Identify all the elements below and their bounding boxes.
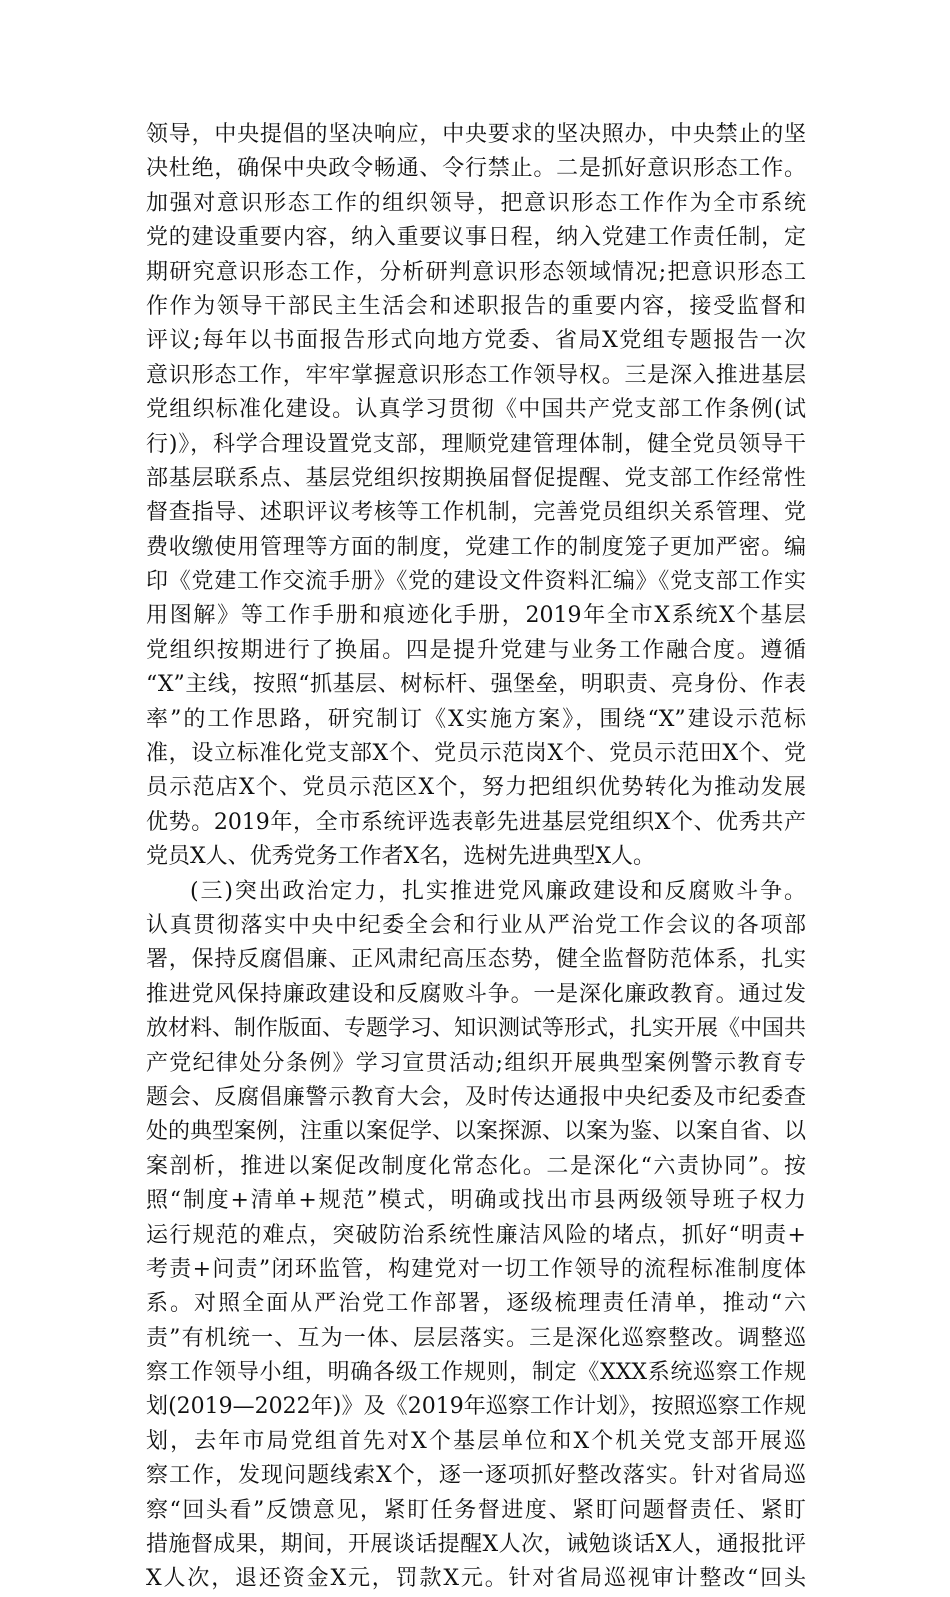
text-line: 准，设立标准化党支部X个、党员示范岗X个、党员示范田X个、党 bbox=[146, 741, 806, 767]
text-line: 考责+问责”闭环监管，构建党对一切工作领导的流程标准制度体 bbox=[146, 1256, 806, 1282]
text-line: 行)》，科学合理设置党支部，理顺党建管理体制，健全党员领导干 bbox=[146, 431, 806, 457]
text-line: 期研究意识形态工作，分析研判意识形态领域情况;把意识形态工 bbox=[146, 259, 806, 285]
text-line: 率”的工作思路，研究制订《X实施方案》，围绕“X”建设示范标 bbox=[146, 706, 806, 732]
text-line: 费收缴使用管理等方面的制度，党建工作的制度笼子更加严密。编 bbox=[146, 534, 806, 560]
text-line: 察工作，发现问题线索X个，逐一逐项抓好整改落实。针对省局巡 bbox=[146, 1463, 806, 1489]
text-line: 加强对意识形态工作的组织领导，把意识形态工作作为全市系统 bbox=[146, 190, 806, 216]
text-line: 作作为领导干部民主生活会和述职报告的重要内容，接受监督和 bbox=[146, 293, 806, 319]
text-line: 察“回头看”反馈意见，紧盯任务督进度、紧盯问题督责任、紧盯 bbox=[146, 1497, 806, 1523]
text-line: 处的典型案例，注重以案促学、以案探源、以案为鉴、以案自省、以 bbox=[146, 1119, 807, 1145]
text-line: 划(2019—2022年)》及《2019年巡察工作计划》，按照巡察工作规 bbox=[146, 1394, 806, 1420]
text-line: 责”有机统一、互为一体、层层落实。三是深化巡察整改。调整巡 bbox=[146, 1325, 806, 1351]
text-line: 系。对照全面从严治党工作部署，逐级梳理责任清单，推动“六 bbox=[146, 1291, 806, 1317]
text-line: 评议;每年以书面报告形式向地方党委、省局X党组专题报告一次 bbox=[146, 328, 806, 354]
text-line: 署，保持反腐倡廉、正风肃纪高压态势，健全监督防范体系，扎实 bbox=[146, 947, 806, 973]
text-line: 优势。2019年，全市系统评选表彰先进基层党组织X个、优秀共产 bbox=[146, 809, 806, 835]
text-line: 照“制度+清单+规范”模式，明确或找出市县两级领导班子权力 bbox=[146, 1188, 806, 1214]
text-line: 产党纪律处分条例》学习宣贯活动;组织开展典型案例警示教育专 bbox=[146, 1050, 806, 1076]
text-line: 党组织标准化建设。认真学习贯彻《中国共产党支部工作条例(试 bbox=[146, 397, 806, 423]
text-line: 意识形态工作，牢牢掌握意识形态工作领导权。三是深入推进基层 bbox=[146, 362, 806, 388]
text-line: 党的建设重要内容，纳入重要议事日程，纳入党建工作责任制，定 bbox=[146, 225, 806, 251]
text-line: 督查指导、述职评议考核等工作机制，完善党员组织关系管理、党 bbox=[146, 500, 806, 526]
text-line: 推进党风保持廉政建设和反腐败斗争。一是深化廉政教育。通过发 bbox=[146, 981, 806, 1007]
text-line: 放材料、制作版面、专题学习、知识测试等形式，扎实开展《中国共 bbox=[146, 1016, 807, 1042]
text-line: 认真贯彻落实中央中纪委全会和行业从严治党工作会议的各项部 bbox=[146, 912, 806, 938]
text-line: 员示范店X个、党员示范区X个，努力把组织优势转化为推动发展 bbox=[146, 775, 806, 801]
text-line: 察工作领导小组，明确各级工作规则，制定《XXX系统巡察工作规 bbox=[146, 1360, 806, 1386]
text-line: 领导，中央提倡的坚决响应，中央要求的坚决照办，中央禁止的坚 bbox=[146, 122, 806, 147]
text-line: 运行规范的难点，突破防治系统性廉洁风险的堵点，抓好“明责+ bbox=[146, 1222, 806, 1248]
text-line: 案剖析，推进以案促改制度化常态化。二是深化“六责协同”。按 bbox=[146, 1153, 806, 1179]
text-line: 划，去年市局党组首先对X个基层单位和X个机关党支部开展巡 bbox=[146, 1428, 806, 1454]
text-line: 印《党建工作交流手册》《党的建设文件资料汇编》《党支部工作实 bbox=[146, 569, 806, 595]
text-line: 党组织按期进行了换届。四是提升党建与业务工作融合度。遵循 bbox=[146, 637, 806, 663]
text-line: “X”主线，按照“抓基层、树标杆、强堡垒，明职责、亮身份、作表 bbox=[146, 672, 806, 698]
text-line: 决杜绝，确保中央政令畅通、令行禁止。二是抓好意识形态工作。 bbox=[146, 156, 806, 182]
text-line: 党员X人、优秀党务工作者X名，选树先进典型X人。 bbox=[146, 844, 655, 870]
body-text bbox=[146, 118, 806, 1597]
text-line: X人次，退还资金X元，罚款X元。针对省局巡视审计整改“回头 bbox=[146, 1566, 806, 1592]
text-line: 题会、反腐倡廉警示教育大会，及时传达通报中央纪委及市纪委查 bbox=[146, 1084, 806, 1110]
text-line: 措施督成果，期间，开展谈话提醒X人次，诫勉谈话X人，通报批评 bbox=[146, 1532, 806, 1558]
section-heading-line: (三)突出政治定力，扎实推进党风廉政建设和反腐败斗争。 bbox=[190, 878, 806, 904]
text-line: 用图解》等工作手册和痕迹化手册，2019年全市X系统X个基层 bbox=[146, 603, 806, 629]
text-line: 部基层联系点、基层党组织按期换届督促提醒、党支部工作经常性 bbox=[146, 465, 806, 491]
